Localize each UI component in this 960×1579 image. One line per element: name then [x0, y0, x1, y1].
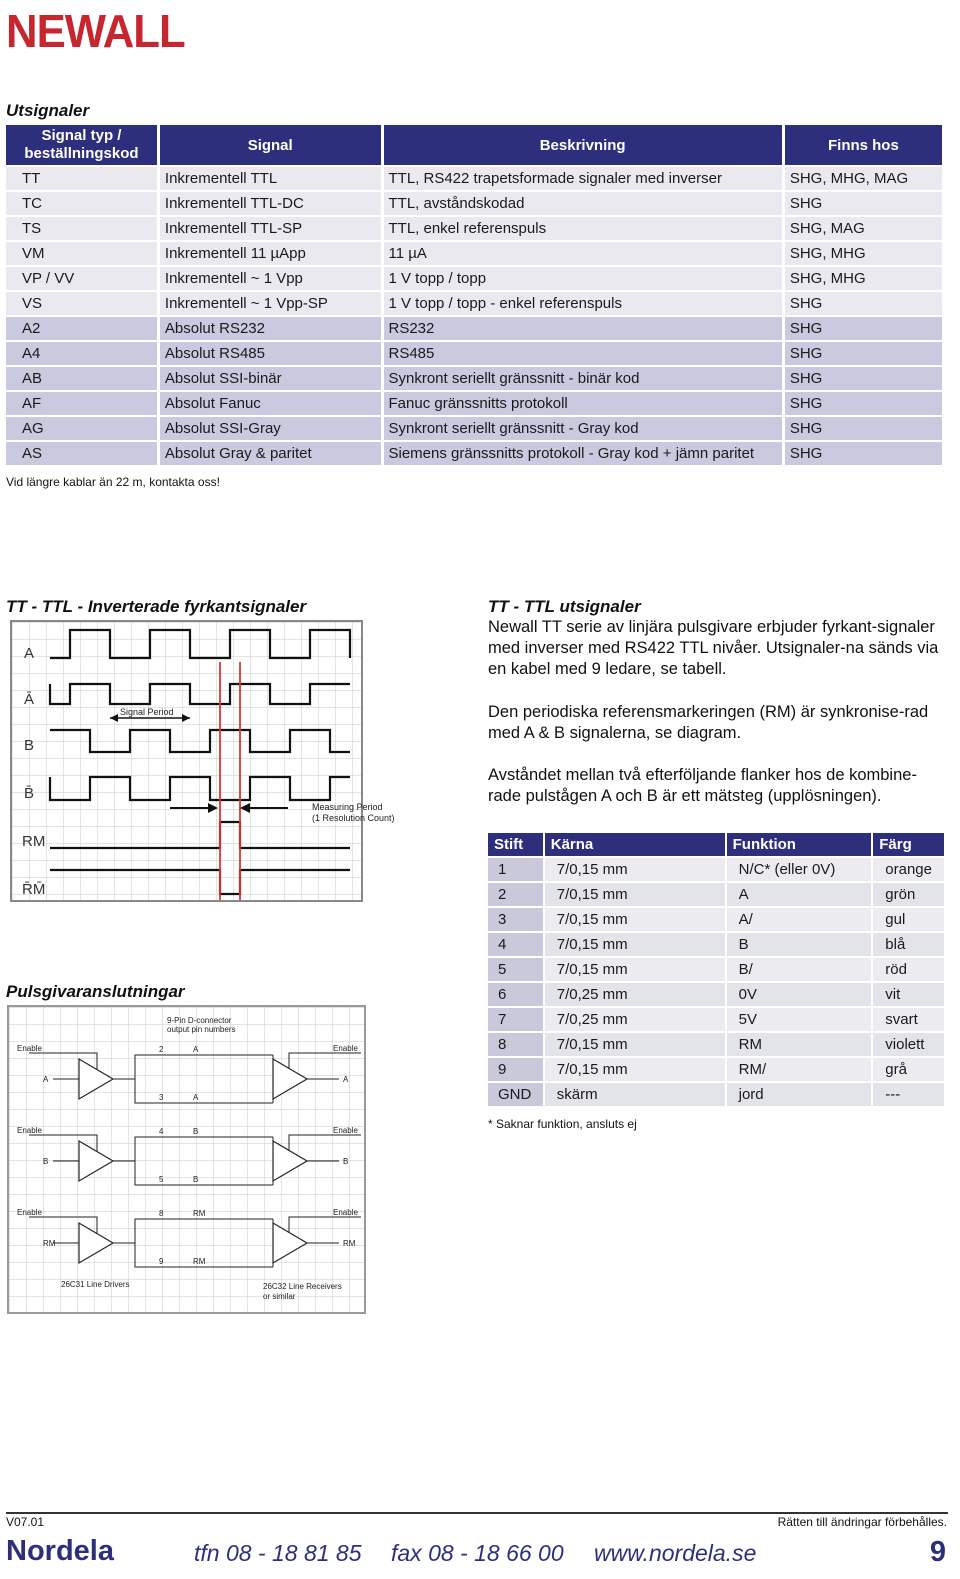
wave-label-rm-inv: R̄M̄: [22, 881, 46, 898]
pin-color-cell: blå: [873, 933, 944, 956]
footer-phone: tfn 08 - 18 81 85: [194, 1540, 362, 1566]
pin-number-label: 9: [159, 1257, 164, 1266]
signal-avail-cell: SHG, MHG, MAG: [785, 167, 942, 190]
signal-row: [6, 192, 942, 215]
col-code-header: Signal typ / beställningskod: [6, 125, 157, 165]
signal-row: [6, 267, 942, 290]
pin-color-cell: orange: [873, 858, 944, 881]
signal-desc-cell: 11 µA: [384, 242, 782, 265]
signal-type-cell: Inkrementell TTL-SP: [160, 217, 381, 240]
pin-func-cell: B: [727, 933, 872, 956]
signal-code-cell: VM: [6, 242, 157, 265]
pin-func-cell: N/C* (eller 0V): [727, 858, 872, 881]
pin-number-label: 5: [159, 1175, 164, 1184]
pin-number-label: 3: [159, 1093, 164, 1102]
pin-core-cell: skärm: [545, 1083, 725, 1106]
footer-web-link[interactable]: www.nordela.se: [594, 1540, 757, 1566]
col-desc-header: Beskrivning: [384, 125, 782, 165]
signal-desc-cell: Synkront seriellt gränssnitt - Gray kod: [384, 417, 782, 440]
signal-code-cell: AG: [6, 417, 157, 440]
pin-signal-label: A: [193, 1045, 199, 1054]
col-color-header: Färg: [873, 833, 944, 856]
pin-core-cell: 7/0,15 mm: [545, 1058, 725, 1081]
enable-label-left: Enable: [17, 1126, 42, 1135]
pin-number-label: 8: [159, 1209, 164, 1218]
signal-avail-cell: SHG: [785, 442, 942, 465]
description-p2: Den periodiska referensmarkeringen (RM) är synkronise-rad med A & B signalerna, se diagram.: [488, 703, 929, 742]
pin-number-cell: 3: [488, 908, 543, 931]
signal-desc-cell: 1 V topp / topp - enkel referenspuls: [384, 292, 782, 315]
pin-row: [488, 983, 944, 1006]
signals-title: Utsignaler: [6, 101, 90, 120]
signal-code-cell: TC: [6, 192, 157, 215]
page-number: 9: [929, 1536, 946, 1568]
signal-desc-cell: TTL, avståndskodad: [384, 192, 782, 215]
signal-row: [6, 292, 942, 315]
driver-channel-label: A: [43, 1075, 49, 1084]
footer-version: V07.01: [6, 1515, 45, 1529]
footer-rights: Rätten till ändringar förbehålles.: [777, 1515, 947, 1529]
pin-number-cell: 8: [488, 1033, 543, 1056]
pin-row: [488, 883, 944, 906]
wave-label-a: A: [24, 645, 35, 662]
signal-avail-cell: SHG, MAG: [785, 217, 942, 240]
pin-header-row: [488, 833, 944, 856]
receiver-channel-label: A: [343, 1075, 349, 1084]
signal-type-cell: Absolut SSI-Gray: [160, 417, 381, 440]
signal-avail-cell: SHG: [785, 317, 942, 340]
enable-label-right: Enable: [333, 1208, 358, 1217]
enable-label-left: Enable: [17, 1208, 42, 1217]
pin-func-cell: A/: [727, 908, 872, 931]
signal-code-cell: A2: [6, 317, 157, 340]
newall-logo: NEWALL: [6, 5, 185, 57]
receivers-sub-label: or similar: [263, 1292, 296, 1301]
pin-row: [488, 1008, 944, 1031]
pin-row: [488, 1033, 944, 1056]
pin-func-cell: RM/: [727, 1058, 872, 1081]
signal-code-cell: AS: [6, 442, 157, 465]
pin-core-cell: 7/0,25 mm: [545, 1008, 725, 1031]
wave-label-rm: RM: [22, 833, 46, 850]
signal-desc-cell: Siemens gränssnitts protokoll - Gray kod + jämn paritet: [384, 442, 782, 465]
pin-func-cell: jord: [727, 1083, 872, 1106]
pin-color-cell: gul: [873, 908, 944, 931]
driver-channel-label: RM: [43, 1239, 56, 1248]
driver-channel-label: B: [43, 1157, 49, 1166]
waveform-svg: [12, 622, 395, 900]
signal-type-cell: Inkrementell ~ 1 Vpp-SP: [160, 292, 381, 315]
pin-core-cell: 7/0,15 mm: [545, 933, 725, 956]
receiver-channel-label: B: [343, 1157, 349, 1166]
signal-avail-cell: SHG: [785, 392, 942, 415]
pin-color-cell: grön: [873, 883, 944, 906]
pin-number-cell: 1: [488, 858, 543, 881]
pin-number-cell: 5: [488, 958, 543, 981]
signal-type-cell: Absolut SSI-binär: [160, 367, 381, 390]
signal-desc-cell: TTL, enkel referenspuls: [384, 217, 782, 240]
signal-period-label: Signal Period: [120, 707, 174, 717]
pin-row: [488, 958, 944, 981]
connections-diagram: [7, 1005, 366, 1314]
signal-type-cell: Inkrementell TTL-DC: [160, 192, 381, 215]
signal-avail-cell: SHG: [785, 342, 942, 365]
connections-title: Pulsgivaranslutningar: [6, 982, 185, 1001]
signal-desc-cell: RS232: [384, 317, 782, 340]
cable-note: Vid längre kablar än 22 m, kontakta oss!: [6, 475, 220, 489]
signal-avail-cell: SHG: [785, 192, 942, 215]
signal-type-cell: Absolut Fanuc: [160, 392, 381, 415]
wave-label-b-inv: B̄: [24, 785, 35, 802]
pin-number-cell: 6: [488, 983, 543, 1006]
footer-fax: fax 08 - 18 66 00: [391, 1540, 564, 1566]
signal-desc-cell: Synkront seriellt gränssnitt - binär kod: [384, 367, 782, 390]
signals-table: [3, 123, 945, 467]
signal-avail-cell: SHG: [785, 417, 942, 440]
pin-number-cell: 2: [488, 883, 543, 906]
pin-core-cell: 7/0,15 mm: [545, 883, 725, 906]
pin-core-cell: 7/0,15 mm: [545, 1033, 725, 1056]
signal-code-cell: AF: [6, 392, 157, 415]
signal-type-cell: Absolut Gray & paritet: [160, 442, 381, 465]
signals-header-row: [6, 125, 942, 165]
pin-color-cell: ---: [873, 1083, 944, 1106]
pin-func-cell: A: [727, 883, 872, 906]
signal-avail-cell: SHG: [785, 367, 942, 390]
col-core-header: Kärna: [545, 833, 725, 856]
measuring-period-label: Measuring Period: [312, 802, 383, 812]
pin-number-label: 2: [159, 1045, 164, 1054]
pin-row: [488, 1083, 944, 1106]
receiver-channel-label: RM: [343, 1239, 356, 1248]
signal-row: [6, 242, 942, 265]
signal-avail-cell: SHG: [785, 292, 942, 315]
signal-row: [6, 442, 942, 465]
description-p1: Newall TT serie av linjära pulsgivare erbjuder fyrkant-signaler med inverser med RS422 TTL nivåer. Utsignaler-na sänds via en kabel med 9 ledare, se tabell.: [488, 618, 939, 678]
pin-number-cell: 4: [488, 933, 543, 956]
pin-signal-label: RM: [193, 1209, 206, 1218]
measuring-period-sub-label: (1 Resolution Count): [312, 813, 395, 823]
drivers-label: 26C31 Line Drivers: [61, 1280, 130, 1289]
signal-row: [6, 342, 942, 365]
pin-core-cell: 7/0,15 mm: [545, 908, 725, 931]
signal-row: [6, 167, 942, 190]
pin-signal-label: B: [193, 1127, 199, 1136]
pin-signal-label: RM: [193, 1257, 206, 1266]
receivers-label: 26C32 Line Receivers: [263, 1282, 342, 1291]
pin-func-cell: RM: [727, 1033, 872, 1056]
connector-label: 9-Pin D-connector: [167, 1016, 232, 1025]
pin-color-cell: violett: [873, 1033, 944, 1056]
signal-code-cell: A4: [6, 342, 157, 365]
wave-label-a-inv: Ā: [24, 691, 35, 708]
waveform-title: TT - TTL - Inverterade fyrkantsignaler: [6, 597, 307, 616]
signal-desc-cell: RS485: [384, 342, 782, 365]
connector-sub-label: output pin numbers: [167, 1025, 236, 1034]
signal-type-cell: Inkrementell TTL: [160, 167, 381, 190]
pin-color-cell: vit: [873, 983, 944, 1006]
footer-brand: Nordela: [6, 1535, 114, 1567]
pin-func-cell: 0V: [727, 983, 872, 1006]
waveform-diagram: [10, 620, 395, 902]
signal-code-cell: VP / VV: [6, 267, 157, 290]
pin-color-cell: grå: [873, 1058, 944, 1081]
col-func-header: Funktion: [727, 833, 872, 856]
enable-label-right: Enable: [333, 1126, 358, 1135]
signal-type-cell: Absolut RS232: [160, 317, 381, 340]
wave-label-b: B: [24, 737, 35, 754]
signal-type-cell: Inkrementell ~ 1 Vpp: [160, 267, 381, 290]
enable-label-right: Enable: [333, 1044, 358, 1053]
enable-label-left: Enable: [17, 1044, 42, 1053]
col-pin-header: Stift: [488, 833, 543, 856]
pin-core-cell: 7/0,15 mm: [545, 958, 725, 981]
pin-number-cell: 7: [488, 1008, 543, 1031]
pin-table: [486, 831, 946, 1108]
signal-desc-cell: 1 V topp / topp: [384, 267, 782, 290]
signal-type-cell: Absolut RS485: [160, 342, 381, 365]
pin-number-cell: GND: [488, 1083, 543, 1106]
signal-row: [6, 417, 942, 440]
signal-code-cell: AB: [6, 367, 157, 390]
signal-desc-cell: Fanuc gränssnitts protokoll: [384, 392, 782, 415]
pin-func-cell: 5V: [727, 1008, 872, 1031]
pin-row: [488, 1058, 944, 1081]
signal-desc-cell: TTL, RS422 trapetsformade signaler med inverser: [384, 167, 782, 190]
pin-func-cell: B/: [727, 958, 872, 981]
footer-divider: [6, 1512, 948, 1514]
signal-code-cell: TS: [6, 217, 157, 240]
signal-row: [6, 392, 942, 415]
pin-core-cell: 7/0,15 mm: [545, 858, 725, 881]
signal-row: [6, 217, 942, 240]
signal-type-cell: Inkrementell 11 µApp: [160, 242, 381, 265]
signal-avail-cell: SHG, MHG: [785, 267, 942, 290]
pin-signal-label: A: [193, 1093, 199, 1102]
connections-svg: [9, 1007, 364, 1312]
col-signal-header: Signal: [160, 125, 381, 165]
pin-number-label: 4: [159, 1127, 164, 1136]
pin-color-cell: svart: [873, 1008, 944, 1031]
signal-row: [6, 367, 942, 390]
signal-avail-cell: SHG, MHG: [785, 242, 942, 265]
pin-row: [488, 908, 944, 931]
signal-row: [6, 317, 942, 340]
signal-code-cell: VS: [6, 292, 157, 315]
pin-table-note: * Saknar funktion, ansluts ej: [488, 1117, 637, 1131]
signal-code-cell: TT: [6, 167, 157, 190]
pin-row: [488, 858, 944, 881]
description-title: TT - TTL utsignaler: [488, 597, 641, 616]
pin-signal-label: B: [193, 1175, 199, 1184]
pin-color-cell: röd: [873, 958, 944, 981]
description-p3: Avståndet mellan två efterföljande flanker hos de kombine-rade pulstågen A och B är ett mätsteg (upplösningen).: [488, 766, 917, 805]
col-avail-header: Finns hos: [785, 125, 942, 165]
pin-row: [488, 933, 944, 956]
pin-core-cell: 7/0,25 mm: [545, 983, 725, 1006]
pin-number-cell: 9: [488, 1058, 543, 1081]
